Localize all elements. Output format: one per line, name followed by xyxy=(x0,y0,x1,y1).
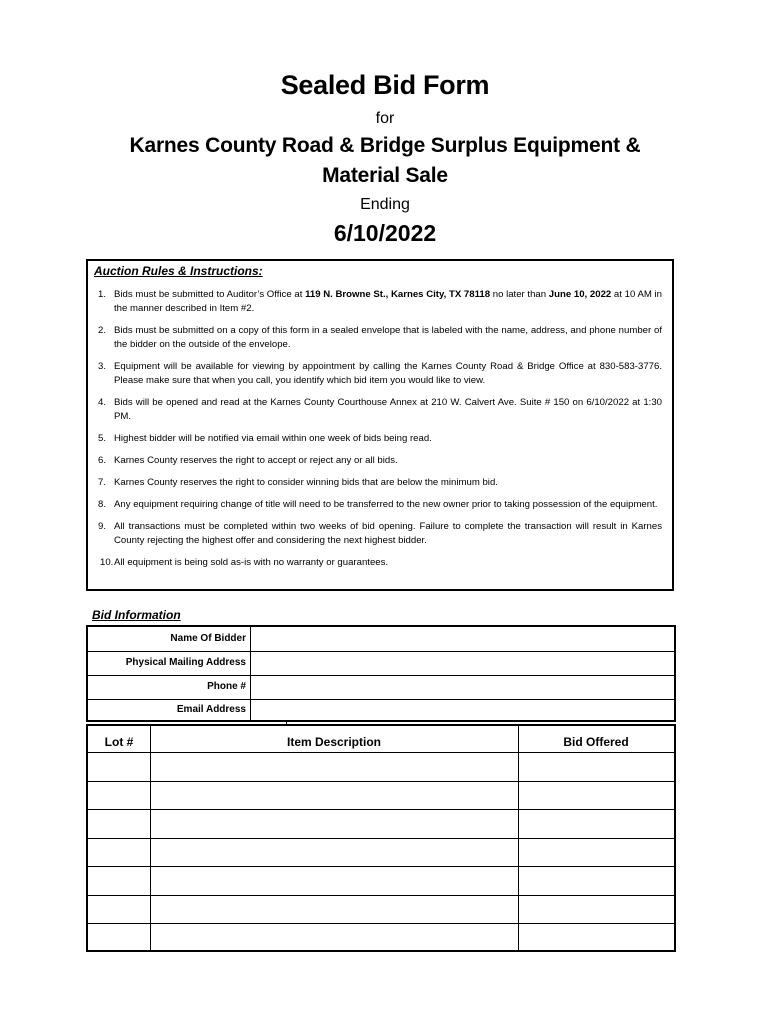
lot-number-cell[interactable] xyxy=(88,809,150,838)
bidder-info-table xyxy=(86,625,676,722)
rule-item: 4. Bids will be opened and read at the Karnes County Courthouse Annex at 210 W. Calvert Ave. Suite # 150 on 6/10/2022 at 1:30 PM. xyxy=(98,397,662,422)
bid-offered-cell[interactable] xyxy=(518,752,674,781)
lot-number-cell[interactable] xyxy=(88,752,150,781)
rules-list xyxy=(88,288,672,578)
lot-number-cell[interactable] xyxy=(88,838,150,867)
rule-item: 10. All equipment is being sold as-is with no warranty or guarantees. xyxy=(100,557,389,568)
rules-heading: Auction Rules & Instructions: xyxy=(94,264,263,278)
item-description-cell[interactable] xyxy=(150,809,518,838)
rule-item: 2. Bids must be submitted on a copy of this form in a sealed envelope that is labeled with the name, address, and phone number of the bidder on the outside of the envelope. xyxy=(98,325,662,350)
mailing-address-row xyxy=(88,651,674,675)
bid-offered-column-header: Bid Offered xyxy=(563,735,629,749)
rule-item: 3. Equipment will be available for viewing by appointment by calling the Karnes County Road & Bridge Office at 830-583-3776. Please make sure that when you call, you identify which bid item you would like to view. xyxy=(98,361,662,386)
bid-offered-cell[interactable] xyxy=(518,895,674,924)
bid-offered-cell[interactable] xyxy=(518,923,674,952)
item-description-cell[interactable] xyxy=(150,866,518,895)
phone-label: Phone # xyxy=(207,681,246,692)
organization-line-2: Material Sale xyxy=(322,164,448,187)
phone-field[interactable] xyxy=(250,675,675,699)
lot-number-cell[interactable] xyxy=(88,866,150,895)
rule-item: 6. Karnes County reserves the right to accept or reject any or all bids. xyxy=(98,455,398,466)
ending-label: Ending xyxy=(360,196,410,213)
row-divider xyxy=(88,699,674,700)
rule-item: 1. Bids must be submitted to Auditor’s Office at 119 N. Browne St., Karnes City, TX 78118 no later than June 10, 2022 at 10 AM in the manner described in Item #2. xyxy=(98,289,662,314)
bid-offered-cell[interactable] xyxy=(518,781,674,810)
email-field[interactable] xyxy=(250,699,675,720)
form-title: Sealed Bid Form xyxy=(280,70,490,100)
item-description-cell[interactable] xyxy=(150,781,518,810)
item-description-cell[interactable] xyxy=(150,923,518,952)
mailing-address-label: Physical Mailing Address xyxy=(125,657,246,668)
ending-date: 6/10/2022 xyxy=(333,220,437,246)
rule-item: 5. Highest bidder will be notified via email within one week of bids being read. xyxy=(98,433,432,444)
bid-offered-cell[interactable] xyxy=(518,809,674,838)
bidder-name-field[interactable] xyxy=(250,627,675,651)
lot-bid-table xyxy=(86,724,676,952)
row-divider xyxy=(88,651,674,652)
rule-item: 9. All transactions must be completed within two weeks of bid opening. Failure to complete the transaction will result in Karnes County rejecting the highest offer and considering the next highest bidder. xyxy=(98,521,662,546)
bid-offered-cell[interactable] xyxy=(518,866,674,895)
bid-offered-cell[interactable] xyxy=(518,838,674,867)
lot-number-cell[interactable] xyxy=(88,781,150,810)
email-label: Email Address xyxy=(176,704,246,715)
item-description-cell[interactable] xyxy=(150,752,518,781)
mailing-address-field[interactable] xyxy=(250,651,675,675)
phone-row xyxy=(88,675,674,699)
organization-line-1: Karnes County Road & Bridge Surplus Equipment & xyxy=(129,134,641,157)
rule-item: 8. Any equipment requiring change of title will need to be transferred to the new owner prior to taking possession of the equipment. xyxy=(98,499,658,510)
lot-number-cell[interactable] xyxy=(88,895,150,924)
item-description-cell[interactable] xyxy=(150,838,518,867)
bidder-name-row xyxy=(88,627,674,651)
bid-information-heading: Bid Information xyxy=(92,608,181,622)
row-divider xyxy=(88,675,674,676)
for-text: for xyxy=(375,110,395,127)
email-row xyxy=(88,699,674,720)
rule-item: 7. Karnes County reserves the right to consider winning bids that are below the minimum bid. xyxy=(98,477,498,488)
lot-number-cell[interactable] xyxy=(88,923,150,952)
lot-column-header: Lot # xyxy=(104,735,134,749)
description-column-header: Item Description xyxy=(286,735,382,749)
auction-rules-box xyxy=(86,259,674,591)
bidder-name-label: Name Of Bidder xyxy=(170,633,246,644)
item-description-cell[interactable] xyxy=(150,895,518,924)
